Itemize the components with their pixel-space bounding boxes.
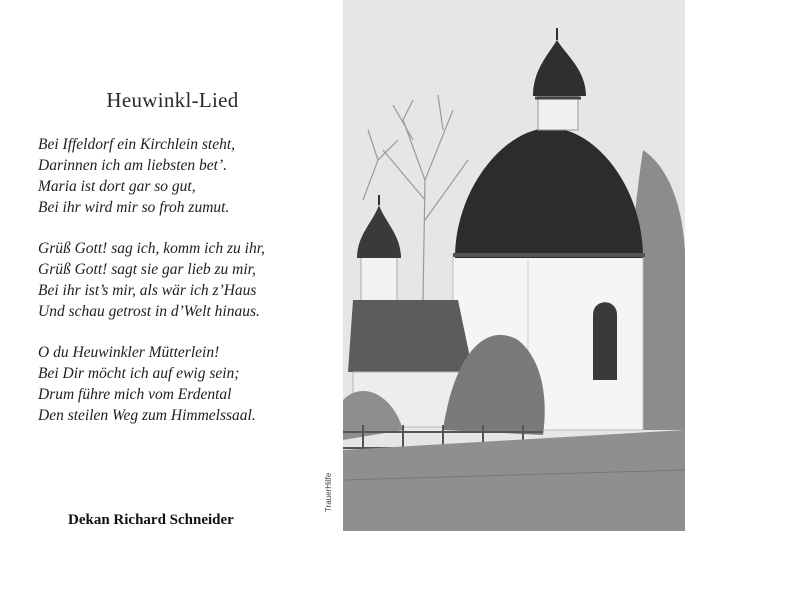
chapel-photo xyxy=(343,0,685,531)
poem-line: Bei Iffeldorf ein Kirchlein steht, xyxy=(38,136,236,153)
poem-line: Maria ist dort gar so gut, xyxy=(38,178,196,195)
chapel-illustration xyxy=(343,0,685,531)
stanza-1 xyxy=(38,134,338,218)
poem-line: Grüß Gott! sagt sie gar lieb zu mir, xyxy=(38,261,256,278)
poem-title: Heuwinkl-Lied xyxy=(106,88,239,112)
lantern xyxy=(538,96,578,130)
photo-credit: TrauerHilfe xyxy=(324,472,333,512)
stanza-3 xyxy=(38,342,338,426)
poem-line: Bei ihr wird mir so froh zumut. xyxy=(38,199,230,216)
poem-body xyxy=(38,134,338,446)
poem-line: Den steilen Weg zum Himmelssaal. xyxy=(38,407,256,424)
poem-line: Und schau getrost in d’Welt hinaus. xyxy=(38,303,260,320)
annex-roof xyxy=(348,300,473,372)
poem-line: Darinnen ich am liebsten bet’. xyxy=(38,157,227,174)
poem-line: O du Heuwinkler Mütterlein! xyxy=(38,344,220,361)
poem-line: Bei Dir möcht ich auf ewig sein; xyxy=(38,365,240,382)
poem-line: Grüß Gott! sag ich, komm ich zu ihr, xyxy=(38,240,265,257)
poem-line: Bei ihr ist’s mir, als wär ich z’Haus xyxy=(38,282,257,299)
arched-window xyxy=(593,302,617,380)
stanza-2 xyxy=(38,238,338,322)
poem-line: Drum führe mich vom Erdental xyxy=(38,386,232,403)
author-signature: Dekan Richard Schneider xyxy=(68,512,234,528)
